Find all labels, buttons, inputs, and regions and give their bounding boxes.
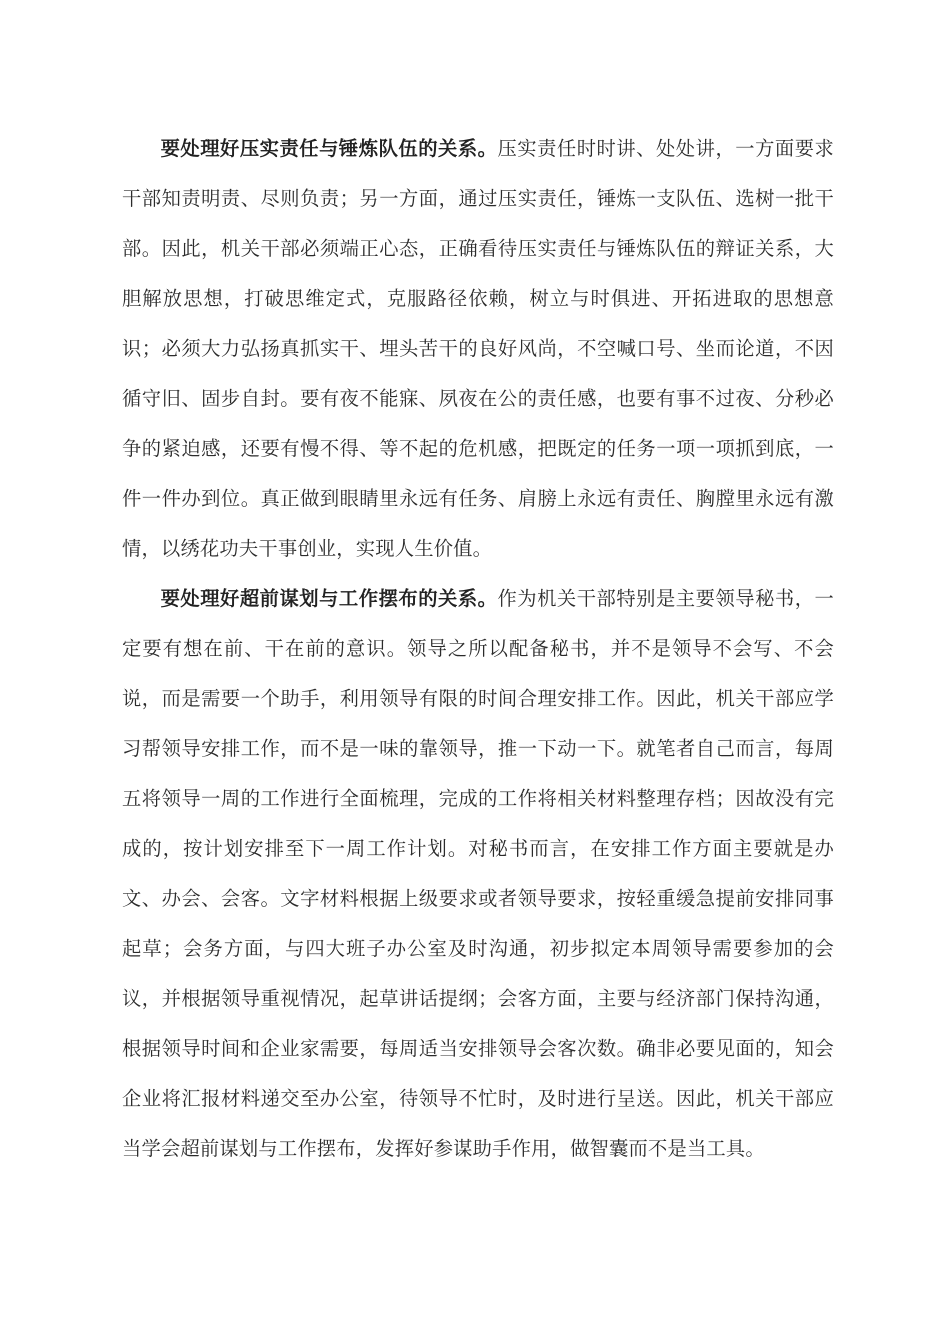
document-body — [122, 124, 834, 1174]
paragraph-text: 作为机关干部特别是主要领导秘书，一定要有想在前、干在前的意识。领导之所以配备秘书，并不是领导不会写、不会说，而是需要一个助手，利用领导有限的时间合理安排工作。因此，机关干部应学习帮领导安排工作，而不是一味的靠领导，推一下动一下。就笔者自己而言，每周五将领导一周的工作进行全面梳理，完成的工作将相关材料整理存档；因故没有完成的，按计划安排至下一周工作计划。对秘书而言，在安排工作方面主要就是办文、办会、会客。文字材料根据上级要求或者领导要求，按轻重缓急提前安排同事起草；会务方面，与四大班子办公室及时沟通，初步拟定本周领导需要参加的会议，并根据领导重视情况，起草讲话提纲；会客方面，主要与经济部门保持沟通，根据领导时间和企业家需要，每周适当安排领导会客次数。确非必要见面的，知会企业将汇报材料递交至办公室，待领导不忙时，及时进行呈送。因此，机关干部应当学会超前谋划与工作摆布，发挥好参谋助手作用，做智囊而不是当工具。 — [122, 587, 834, 1160]
paragraph-planning — [122, 574, 834, 1174]
paragraph-heading: 要处理好超前谋划与工作摆布的关系。 — [160, 587, 498, 610]
paragraph-text: 压实责任时时讲、处处讲，一方面要求干部知责明责、尽则负责；另一方面，通过压实责任，锤炼一支队伍、选树一批干部。因此，机关干部必须端正心态，正确看待压实责任与锤炼队伍的辩证关系，大胆解放思想，打破思维定式，克服路径依赖，树立与时俱进、开拓进取的思想意识；必须大力弘扬真抓实干、埋头苦干的良好风尚，不空喊口号、坐而论道，不因循守旧、固步自封。要有夜不能寐、夙夜在公的责任感，也要有事不过夜、分秒必争的紧迫感，还要有慢不得、等不起的危机感，把既定的任务一项一项抓到底，一件一件办到位。真正做到眼睛里永远有任务、肩膀上永远有责任、胸膛里永远有激情，以绣花功夫干事创业，实现人生价值。 — [122, 137, 834, 560]
paragraph-responsibility — [122, 124, 834, 574]
paragraph-heading: 要处理好压实责任与锤炼队伍的关系。 — [160, 137, 498, 160]
